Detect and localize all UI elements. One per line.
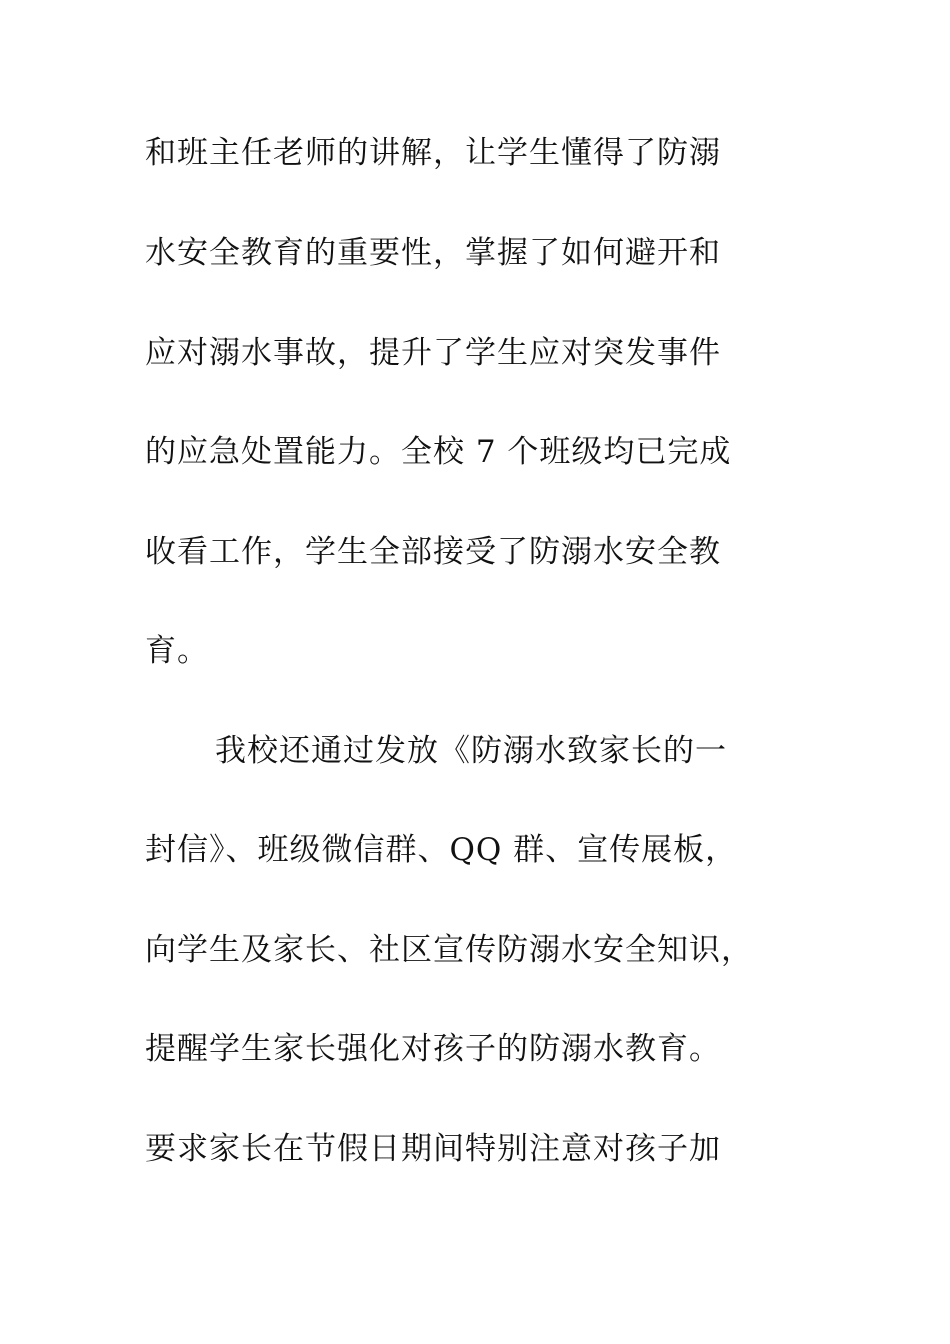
text-line: 向学生及家长、社区宣传防溺水安全知识，	[145, 932, 753, 968]
paragraph-first-line: 我校还通过发放《防溺水致家长的一	[215, 733, 727, 769]
text-line: 育。	[145, 633, 209, 669]
text-line: 封信》、班级微信群、QQ 群、宣传展板，	[145, 832, 738, 868]
text-line: 收看工作，学生全部接受了防溺水安全教	[145, 534, 721, 570]
text-line: 和班主任老师的讲解，让学生懂得了防溺	[145, 135, 721, 171]
text-line: 要求家长在节假日期间特别注意对孩子加	[145, 1131, 721, 1167]
text-line: 的应急处置能力。全校 7 个班级均已完成	[145, 434, 732, 470]
text-line: 应对溺水事故，提升了学生应对突发事件	[145, 335, 721, 371]
text-line: 水安全教育的重要性，掌握了如何避开和	[145, 235, 721, 271]
text-line: 提醒学生家长强化对孩子的防溺水教育。	[145, 1031, 721, 1067]
